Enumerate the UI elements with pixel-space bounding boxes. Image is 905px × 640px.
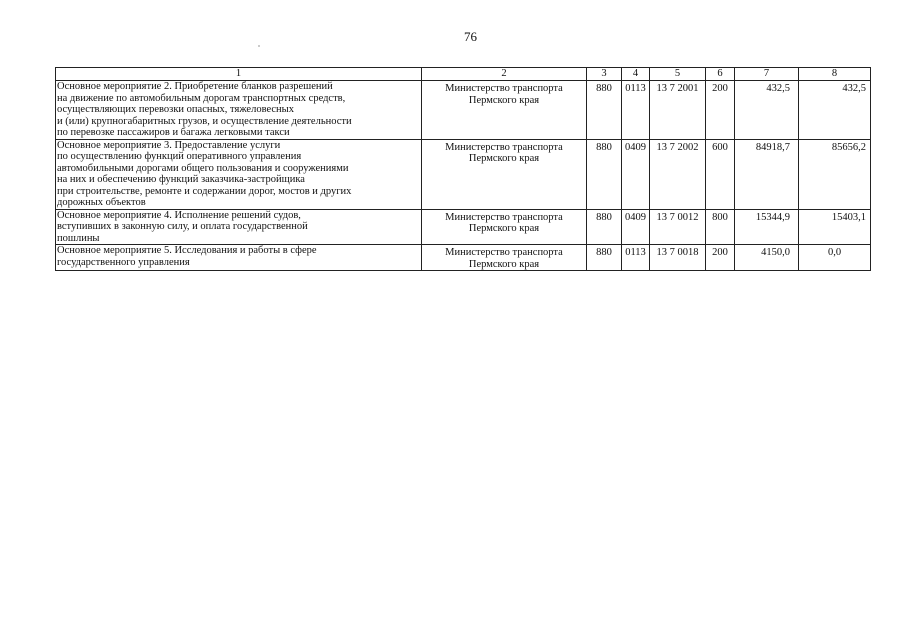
page-number: 76 <box>464 29 477 44</box>
header-col-8: 8 <box>799 68 871 81</box>
table-row <box>56 245 871 271</box>
amount-col-7: 4150,0 <box>735 245 799 271</box>
amount-col-8: 85656,2 <box>799 139 871 209</box>
header-col-6: 6 <box>706 68 735 81</box>
code-col-3: 880 <box>587 139 622 209</box>
amount-col-7: 15344,9 <box>735 209 799 245</box>
code-col-4: 0113 <box>622 81 650 140</box>
activity-cell: Основное мероприятие 2. Приобретение бланков разрешений на движение по автомобильным дорогам транспортных средств, осуществляющих перевозки опасных, тяжеловесных и (или) крупногабаритных грузов, и осуществление деятельности по перевозке пассажиров и багажа легковыми такси <box>56 81 422 140</box>
ministry-cell: Министерство транспорта Пермского края <box>422 209 587 245</box>
amount-col-8: 432,5 <box>799 81 871 140</box>
header-col-2: 2 <box>422 68 587 81</box>
header-col-7: 7 <box>735 68 799 81</box>
code-col-5: 13 7 2001 <box>650 81 706 140</box>
code-col-6: 600 <box>706 139 735 209</box>
amount-col-8: 0,0 <box>799 245 871 271</box>
header-col-1: 1 <box>56 68 422 81</box>
amount-col-7: 432,5 <box>735 81 799 140</box>
code-col-4: 0409 <box>622 209 650 245</box>
activity-cell: Основное мероприятие 4. Исполнение решений судов, вступивших в законную силу, и оплата государственной пошлины <box>56 209 422 245</box>
code-col-3: 880 <box>587 209 622 245</box>
header-col-4: 4 <box>622 68 650 81</box>
header-row <box>56 68 871 81</box>
ministry-cell: Министерство транспорта Пермского края <box>422 139 587 209</box>
ministry-cell: Министерство транспорта Пермского края <box>422 245 587 271</box>
scan-speck <box>258 45 260 47</box>
code-col-5: 13 7 0018 <box>650 245 706 271</box>
table-row <box>56 209 871 245</box>
amount-col-8: 15403,1 <box>799 209 871 245</box>
ministry-cell: Министерство транспорта Пермского края <box>422 81 587 140</box>
code-col-4: 0409 <box>622 139 650 209</box>
code-col-6: 800 <box>706 209 735 245</box>
table-row <box>56 139 871 209</box>
code-col-5: 13 7 0012 <box>650 209 706 245</box>
code-col-6: 200 <box>706 81 735 140</box>
code-col-3: 880 <box>587 81 622 140</box>
header-col-3: 3 <box>587 68 622 81</box>
budget-table <box>55 67 871 271</box>
code-col-4: 0113 <box>622 245 650 271</box>
table-row <box>56 81 871 140</box>
activity-cell: Основное мероприятие 5. Исследования и работы в сфере государственного управления <box>56 245 422 271</box>
amount-col-7: 84918,7 <box>735 139 799 209</box>
code-col-6: 200 <box>706 245 735 271</box>
header-col-5: 5 <box>650 68 706 81</box>
code-col-3: 880 <box>587 245 622 271</box>
code-col-5: 13 7 2002 <box>650 139 706 209</box>
activity-cell: Основное мероприятие 3. Предоставление услуги по осуществлению функций оперативного управления автомобильными дорогами общего пользования и сооружениями на них и обеспечению функций заказчика-застройщика при строительстве, ремонте и содержании дорог, мостов и других дорожных объектов <box>56 139 422 209</box>
